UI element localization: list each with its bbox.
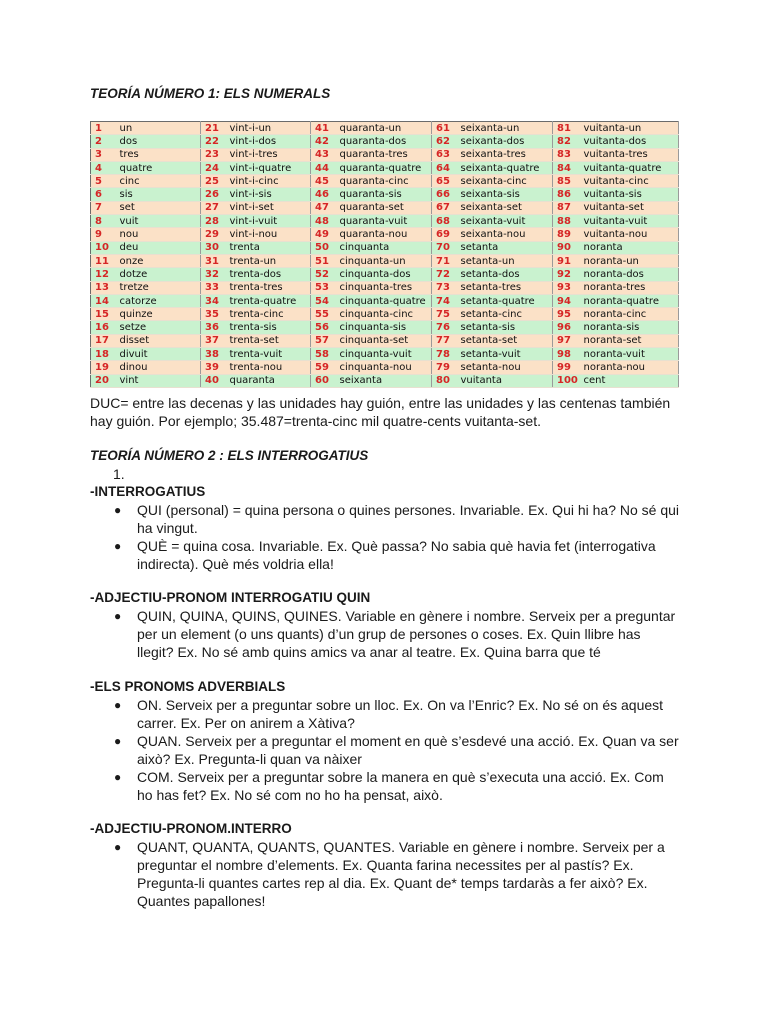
numeral-digit: 59	[311, 361, 337, 374]
list-item	[110, 607, 680, 661]
list-item	[110, 696, 680, 732]
numeral-word: tretze	[117, 281, 201, 294]
numeral-word: seixanta-un	[458, 122, 553, 135]
numeral-digit: 73	[432, 281, 458, 294]
numeral-digit: 29	[201, 228, 227, 241]
numeral-word: vuitanta-cinc	[581, 175, 679, 188]
bullet-icon: ●	[114, 539, 122, 553]
numeral-digit: 62	[432, 135, 458, 148]
heading-theory-2: TEORÍA NÚMERO 2 : ELS INTERROGATIUS	[90, 448, 369, 463]
bullet-list-quin	[110, 607, 680, 661]
bullet-icon: ●	[114, 734, 122, 748]
numeral-digit: 75	[432, 308, 458, 321]
numeral-digit: 78	[432, 348, 458, 361]
numeral-digit: 16	[91, 321, 117, 334]
numeral-digit: 94	[553, 294, 581, 307]
numeral-digit: 4	[91, 161, 117, 174]
numeral-word: cinquanta-quatre	[337, 294, 432, 307]
numeral-word: noranta-quatre	[581, 294, 679, 307]
numeral-word: un	[117, 122, 201, 135]
numeral-digit: 74	[432, 294, 458, 307]
numeral-digit: 71	[432, 254, 458, 267]
numeral-word: seixanta-quatre	[458, 161, 553, 174]
numeral-digit: 63	[432, 148, 458, 161]
numeral-digit: 60	[311, 374, 337, 387]
numeral-digit: 23	[201, 148, 227, 161]
table-row	[91, 308, 679, 321]
section-title-interrogatius: -INTERROGATIUS	[90, 484, 206, 499]
numeral-digit: 5	[91, 175, 117, 188]
numeral-digit: 18	[91, 348, 117, 361]
numeral-digit: 100	[553, 374, 581, 387]
numeral-digit: 11	[91, 254, 117, 267]
numeral-digit: 81	[553, 122, 581, 135]
numeral-digit: 91	[553, 254, 581, 267]
numeral-digit: 82	[553, 135, 581, 148]
numeral-word: trenta	[227, 241, 311, 254]
numeral-word: setanta-un	[458, 254, 553, 267]
numeral-digit: 19	[91, 361, 117, 374]
list-item-text: ON. Serveix per a preguntar sobre un lloc. Ex. On va l’Enric? Ex. No sé on és aquest carrer. Ex. Per on anirem a Xàtiva?	[137, 697, 664, 731]
list-item-text: QUAN. Serveix per a preguntar el moment en què s’esdevé una acció. Ex. Quan va ser això? Ex. Pregunta-li quan va nàixer	[137, 733, 679, 767]
numeral-digit: 72	[432, 268, 458, 281]
bullet-icon: ●	[114, 698, 122, 712]
numeral-word: trenta-sis	[227, 321, 311, 334]
numbered-list-marker: 1.	[113, 466, 125, 482]
numeral-word: cinquanta-tres	[337, 281, 432, 294]
numeral-word: setanta-nou	[458, 361, 553, 374]
numeral-digit: 65	[432, 175, 458, 188]
table-row	[91, 321, 679, 334]
numeral-word: setanta-tres	[458, 281, 553, 294]
numeral-word: cinquanta-un	[337, 254, 432, 267]
table-row	[91, 294, 679, 307]
numeral-word: divuit	[117, 348, 201, 361]
numeral-digit: 38	[201, 348, 227, 361]
numeral-word: trenta-set	[227, 334, 311, 347]
numeral-digit: 96	[553, 321, 581, 334]
numeral-word: quatre	[117, 161, 201, 174]
numeral-word: noranta-dos	[581, 268, 679, 281]
numeral-digit: 42	[311, 135, 337, 148]
numeral-digit: 99	[553, 361, 581, 374]
numeral-digit: 31	[201, 254, 227, 267]
numeral-digit: 76	[432, 321, 458, 334]
numeral-digit: 86	[553, 188, 581, 201]
numeral-digit: 34	[201, 294, 227, 307]
numeral-digit: 49	[311, 228, 337, 241]
heading-theory-1: TEORÍA NÚMERO 1: ELS NUMERALS	[90, 86, 331, 101]
numeral-word: setanta	[458, 241, 553, 254]
table-row	[91, 188, 679, 201]
numeral-digit: 41	[311, 122, 337, 135]
table-row	[91, 201, 679, 214]
numeral-word: noranta-un	[581, 254, 679, 267]
numeral-digit: 64	[432, 161, 458, 174]
numeral-word: dotze	[117, 268, 201, 281]
numeral-digit: 10	[91, 241, 117, 254]
table-row	[91, 254, 679, 267]
numeral-digit: 28	[201, 215, 227, 228]
table-row	[91, 268, 679, 281]
numeral-word: quaranta-dos	[337, 135, 432, 148]
numeral-digit: 7	[91, 201, 117, 214]
table-row	[91, 374, 679, 387]
numeral-digit: 2	[91, 135, 117, 148]
numeral-digit: 13	[91, 281, 117, 294]
numeral-word: quaranta-cinc	[337, 175, 432, 188]
list-item	[110, 838, 680, 910]
list-item	[110, 768, 680, 804]
table-row	[91, 348, 679, 361]
numeral-word: seixanta-sis	[458, 188, 553, 201]
numeral-digit: 33	[201, 281, 227, 294]
numeral-word: seixanta-dos	[458, 135, 553, 148]
numeral-word: set	[117, 201, 201, 214]
list-item-text: QUANT, QUANTA, QUANTS, QUANTES. Variable en gènere i nombre. Serveix per a preguntar el nombre d’elements. Ex. Quanta farina necessites per al pastís? Ex. Pregunta-li quantes cartes rep al dia. Ex. Quant de* temps tardaràs a fer això? Ex. Quantes papallones!	[137, 839, 665, 909]
numeral-digit: 43	[311, 148, 337, 161]
table-row	[91, 334, 679, 347]
numeral-digit: 98	[553, 348, 581, 361]
numeral-digit: 79	[432, 361, 458, 374]
table-row	[91, 135, 679, 148]
numeral-digit: 66	[432, 188, 458, 201]
table-row	[91, 361, 679, 374]
numeral-digit: 85	[553, 175, 581, 188]
numeral-digit: 92	[553, 268, 581, 281]
numeral-word: vuitanta-dos	[581, 135, 679, 148]
numeral-word: cinquanta	[337, 241, 432, 254]
numeral-digit: 67	[432, 201, 458, 214]
list-item-text: QUIN, QUINA, QUINS, QUINES. Variable en gènere i nombre. Serveix per a preguntar per un element (o uns quants) d’un grup de persones o coses. Ex. Quin llibre has llegit? Ex. No sé amb quins amics va anar al teatre. Ex. Quina barra que té	[137, 608, 676, 660]
numeral-digit: 12	[91, 268, 117, 281]
numeral-digit: 1	[91, 122, 117, 135]
numeral-digit: 69	[432, 228, 458, 241]
numeral-word: seixanta-cinc	[458, 175, 553, 188]
numeral-word: vuitanta-un	[581, 122, 679, 135]
numeral-word: vint-i-cinc	[227, 175, 311, 188]
numeral-word: vint-i-nou	[227, 228, 311, 241]
numeral-digit: 17	[91, 334, 117, 347]
numeral-digit: 37	[201, 334, 227, 347]
numeral-word: vuitanta-set	[581, 201, 679, 214]
numeral-word: quaranta-tres	[337, 148, 432, 161]
list-item	[110, 537, 680, 573]
numeral-digit: 88	[553, 215, 581, 228]
numeral-digit: 93	[553, 281, 581, 294]
numeral-digit: 3	[91, 148, 117, 161]
numeral-digit: 45	[311, 175, 337, 188]
numeral-digit: 36	[201, 321, 227, 334]
numeral-digit: 50	[311, 241, 337, 254]
numeral-word: setanta-quatre	[458, 294, 553, 307]
numeral-word: setanta-vuit	[458, 348, 553, 361]
numeral-digit: 89	[553, 228, 581, 241]
duc-paragraph: DUC= entre las decenas y las unidades hay guión, entre las unidades y las centenas también hay guión. Por ejemplo; 35.487=trenta-cinc mil quatre-cents vuitanta-set.	[90, 395, 671, 429]
numeral-word: noranta-nou	[581, 361, 679, 374]
numeral-word: trenta-vuit	[227, 348, 311, 361]
numeral-digit: 84	[553, 161, 581, 174]
numeral-digit: 77	[432, 334, 458, 347]
numeral-word: cent	[581, 374, 679, 387]
numeral-word: quaranta-set	[337, 201, 432, 214]
numeral-digit: 47	[311, 201, 337, 214]
numeral-word: vuitanta	[458, 374, 553, 387]
numeral-digit: 44	[311, 161, 337, 174]
numeral-word: cinquanta-nou	[337, 361, 432, 374]
numeral-digit: 87	[553, 201, 581, 214]
numeral-word: dinou	[117, 361, 201, 374]
numeral-digit: 26	[201, 188, 227, 201]
numeral-digit: 61	[432, 122, 458, 135]
numeral-digit: 24	[201, 161, 227, 174]
numeral-word: trenta-un	[227, 254, 311, 267]
numeral-word: cinquanta-cinc	[337, 308, 432, 321]
numeral-word: vint-i-sis	[227, 188, 311, 201]
numeral-digit: 22	[201, 135, 227, 148]
bullet-icon: ●	[114, 840, 122, 854]
bullet-icon: ●	[114, 609, 122, 623]
numeral-word: noranta-cinc	[581, 308, 679, 321]
numeral-digit: 97	[553, 334, 581, 347]
list-item-text: QUÈ = quina cosa. Invariable. Ex. Què passa? No sabia què havia fet (interrogativa indirecta). Què més voldria ella!	[137, 538, 656, 572]
numerals-table	[90, 121, 679, 388]
numeral-word: quinze	[117, 308, 201, 321]
numeral-word: vint-i-un	[227, 122, 311, 135]
numeral-word: noranta-set	[581, 334, 679, 347]
numeral-digit: 90	[553, 241, 581, 254]
numeral-digit: 35	[201, 308, 227, 321]
numeral-word: noranta-sis	[581, 321, 679, 334]
numeral-word: trenta-dos	[227, 268, 311, 281]
bullet-list-quant	[110, 838, 680, 910]
numeral-digit: 56	[311, 321, 337, 334]
numeral-digit: 68	[432, 215, 458, 228]
numeral-word: nou	[117, 228, 201, 241]
numeral-word: catorze	[117, 294, 201, 307]
list-item-text: COM. Serveix per a preguntar sobre la manera en què s’executa una acció. Ex. Com ho has fet? Ex. No sé com no ho ha pensat, això.	[137, 769, 664, 803]
table-row	[91, 215, 679, 228]
numeral-word: vuitanta-nou	[581, 228, 679, 241]
numeral-digit: 53	[311, 281, 337, 294]
numeral-digit: 8	[91, 215, 117, 228]
numeral-digit: 21	[201, 122, 227, 135]
numeral-digit: 46	[311, 188, 337, 201]
numeral-word: setanta-set	[458, 334, 553, 347]
numeral-digit: 52	[311, 268, 337, 281]
numeral-word: cinquanta-vuit	[337, 348, 432, 361]
numeral-word: tres	[117, 148, 201, 161]
numeral-word: quaranta	[227, 374, 311, 387]
numeral-word: vuitanta-tres	[581, 148, 679, 161]
numeral-digit: 25	[201, 175, 227, 188]
numeral-word: seixanta	[337, 374, 432, 387]
table-row	[91, 281, 679, 294]
numeral-word: deu	[117, 241, 201, 254]
numeral-digit: 80	[432, 374, 458, 387]
numeral-digit: 30	[201, 241, 227, 254]
numeral-digit: 57	[311, 334, 337, 347]
numeral-digit: 54	[311, 294, 337, 307]
numeral-word: seixanta-set	[458, 201, 553, 214]
bullet-icon: ●	[114, 770, 122, 784]
list-item-text: QUI (personal) = quina persona o quines persones. Invariable. Ex. Qui hi ha? No sé qui ha vingut.	[137, 502, 680, 536]
numeral-word: quaranta-un	[337, 122, 432, 135]
list-item	[110, 732, 680, 768]
numeral-digit: 51	[311, 254, 337, 267]
numeral-word: onze	[117, 254, 201, 267]
numeral-word: quaranta-quatre	[337, 161, 432, 174]
numeral-word: setanta-dos	[458, 268, 553, 281]
numeral-word: quaranta-sis	[337, 188, 432, 201]
numeral-word: vuitanta-sis	[581, 188, 679, 201]
numeral-digit: 39	[201, 361, 227, 374]
numeral-word: cinquanta-dos	[337, 268, 432, 281]
numeral-digit: 20	[91, 374, 117, 387]
table-row	[91, 148, 679, 161]
numeral-word: setanta-cinc	[458, 308, 553, 321]
numeral-word: vint	[117, 374, 201, 387]
numeral-word: setanta-sis	[458, 321, 553, 334]
numeral-word: quaranta-vuit	[337, 215, 432, 228]
numeral-digit: 70	[432, 241, 458, 254]
numeral-digit: 27	[201, 201, 227, 214]
numeral-word: vuit	[117, 215, 201, 228]
bullet-icon: ●	[114, 503, 122, 517]
numeral-word: vint-i-tres	[227, 148, 311, 161]
table-row	[91, 122, 679, 135]
table-row	[91, 161, 679, 174]
numeral-word: quaranta-nou	[337, 228, 432, 241]
numeral-digit: 95	[553, 308, 581, 321]
numeral-word: vuitanta-vuit	[581, 215, 679, 228]
numeral-word: noranta-vuit	[581, 348, 679, 361]
numeral-word: cinc	[117, 175, 201, 188]
numeral-word: seixanta-vuit	[458, 215, 553, 228]
numeral-word: vint-i-quatre	[227, 161, 311, 174]
numeral-word: trenta-cinc	[227, 308, 311, 321]
numeral-word: seixanta-nou	[458, 228, 553, 241]
numeral-digit: 9	[91, 228, 117, 241]
numeral-word: trenta-nou	[227, 361, 311, 374]
numeral-word: noranta-tres	[581, 281, 679, 294]
table-row	[91, 228, 679, 241]
numeral-word: vint-i-set	[227, 201, 311, 214]
numeral-digit: 14	[91, 294, 117, 307]
numeral-word: cinquanta-set	[337, 334, 432, 347]
numeral-digit: 32	[201, 268, 227, 281]
table-row	[91, 175, 679, 188]
numeral-digit: 6	[91, 188, 117, 201]
numeral-word: setze	[117, 321, 201, 334]
bullet-list-pronoms-adverbials	[110, 696, 680, 804]
numeral-digit: 40	[201, 374, 227, 387]
numeral-digit: 58	[311, 348, 337, 361]
numeral-digit: 83	[553, 148, 581, 161]
section-title-quant: -ADJECTIU-PRONOM.INTERRO	[90, 821, 292, 836]
numeral-word: cinquanta-sis	[337, 321, 432, 334]
section-title-quin: -ADJECTIU-PRONOM INTERROGATIU QUIN	[90, 590, 371, 605]
numeral-word: dos	[117, 135, 201, 148]
numeral-word: sis	[117, 188, 201, 201]
numeral-word: vuitanta-quatre	[581, 161, 679, 174]
bullet-list-interrogatius	[110, 501, 680, 573]
numeral-word: noranta	[581, 241, 679, 254]
numeral-word: trenta-tres	[227, 281, 311, 294]
numeral-word: vint-i-dos	[227, 135, 311, 148]
table-row	[91, 241, 679, 254]
numeral-word: seixanta-tres	[458, 148, 553, 161]
list-item	[110, 501, 680, 537]
numeral-digit: 15	[91, 308, 117, 321]
numeral-word: disset	[117, 334, 201, 347]
numeral-word: vint-i-vuit	[227, 215, 311, 228]
numeral-word: trenta-quatre	[227, 294, 311, 307]
numeral-digit: 48	[311, 215, 337, 228]
section-title-pronoms-adverbials: -ELS PRONOMS ADVERBIALS	[90, 679, 286, 694]
numeral-digit: 55	[311, 308, 337, 321]
